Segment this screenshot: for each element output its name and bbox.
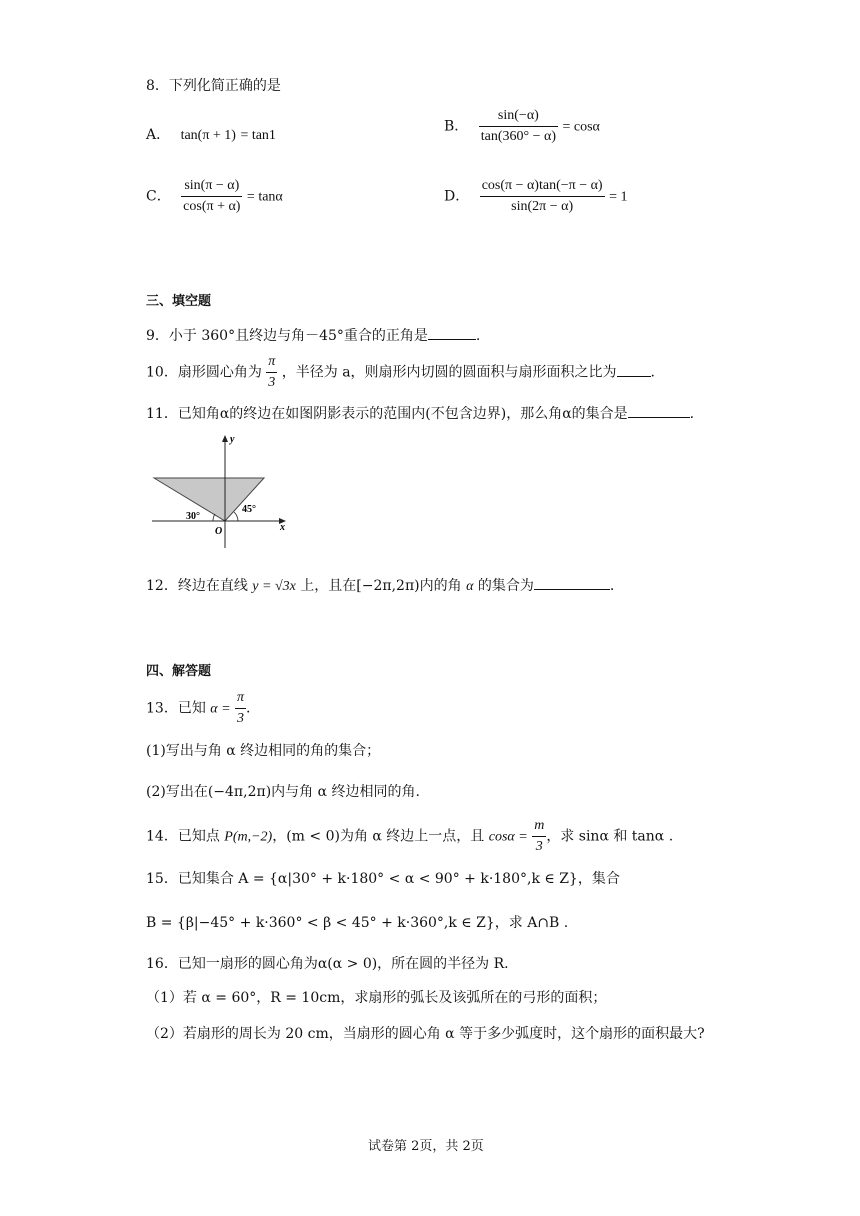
- question-8-stem: 8．下列化简正确的是: [146, 78, 281, 94]
- question-9-text: 9．小于 360°且终边与角－45°重合的正角是: [146, 328, 428, 344]
- question-12-tail: .: [609, 578, 615, 594]
- angle-region-figure: [146, 430, 296, 552]
- question-16-part-1: （1）若 α = 60°，R = 10cm，求扇形的弧长及该弧所在的弓形的面积；: [146, 990, 607, 1006]
- question-12-alpha: α: [466, 579, 474, 594]
- question-13-fraction: [235, 690, 246, 727]
- option-d-label: D．: [444, 188, 470, 205]
- question-11-text: 11．已知角α的终边在如图阴影表示的范围内(不包含边界)，那么角α的集合是: [146, 406, 628, 422]
- option-d-fraction: [480, 178, 605, 215]
- option-b-denominator: tan(360° − α): [480, 129, 557, 144]
- option-d: [444, 178, 627, 215]
- question-15-line-1: 15．已知集合 A = {α|30° + k·180° < α < 90° + k·180°,k ∈ Z}，集合: [146, 871, 620, 887]
- option-c-fraction: [181, 178, 242, 215]
- answer-blank[interactable]: [428, 327, 476, 340]
- angle-label-45: 45°: [242, 504, 256, 515]
- origin-label: O: [215, 526, 223, 537]
- answer-blank[interactable]: [534, 577, 610, 590]
- y-axis-arrow-icon: [222, 435, 228, 442]
- question-13-denominator: 3: [237, 711, 245, 726]
- angle-label-30: 30°: [186, 511, 200, 522]
- option-c-label: C．: [146, 188, 171, 205]
- answer-blank[interactable]: [617, 364, 651, 377]
- question-13: [146, 690, 251, 727]
- section-heading-fill-in: 三、填空题: [146, 294, 212, 309]
- y-axis-label: y: [230, 434, 235, 445]
- option-c-denominator: cos(π + α): [183, 199, 241, 214]
- option-a: [146, 124, 276, 144]
- option-b-numerator: sin(−α): [479, 108, 558, 127]
- question-14-post: ，求 sinα 和 tanα .: [546, 828, 674, 845]
- option-d-rhs: = 1: [609, 189, 628, 205]
- question-12: [146, 575, 614, 595]
- question-14-pre: 14．已知点: [146, 828, 220, 845]
- section-heading-solutions: 四、解答题: [146, 664, 212, 679]
- question-14-fraction: [532, 818, 546, 855]
- option-d-denominator: sin(2π − α): [511, 199, 574, 214]
- question-10-tail: .: [650, 364, 655, 381]
- option-c: [146, 178, 283, 215]
- option-a-lhs: tan(π + 1): [180, 128, 236, 143]
- question-10-denominator: 3: [268, 375, 276, 390]
- question-10-numerator: π: [266, 354, 277, 373]
- question-14-point: P(m,−2): [224, 829, 273, 845]
- question-14-condition: ，(m < 0)为角 α 终边上一点，且: [272, 828, 485, 845]
- option-a-rhs: = tan1: [240, 128, 276, 143]
- question-11: [146, 403, 694, 423]
- question-10: [146, 354, 655, 391]
- angle-arc-left: [213, 514, 215, 521]
- question-12-post: 的集合为: [477, 578, 534, 594]
- option-b-rhs: = cosα: [562, 119, 600, 135]
- question-13-pre: 13．已知: [146, 700, 206, 717]
- option-c-rhs: = tanα: [246, 189, 283, 205]
- question-16-stem: 16．已知一扇形的圆心角为α(α > 0)，所在圆的半径为 R.: [146, 956, 509, 972]
- option-b-fraction: [479, 108, 558, 145]
- question-12-mid: 上，且在[−2π,2π)内的角: [300, 578, 462, 594]
- page-footer: 试卷第 2页，共 2页: [368, 1139, 484, 1154]
- question-10-pre: 10．扇形圆心角为: [146, 364, 262, 381]
- question-10-fraction: [266, 354, 277, 391]
- question-10-post: ，半径为 a，则扇形内切圆的圆面积与扇形面积之比为: [281, 364, 617, 381]
- question-13-eq: α =: [210, 701, 231, 717]
- option-b-label: B．: [444, 118, 469, 135]
- angle-arc-right: [234, 512, 238, 521]
- question-9-tail: .: [475, 328, 481, 344]
- question-14-cos: cosα =: [488, 829, 528, 845]
- question-13-post: .: [246, 700, 251, 717]
- question-13-part-1: (1)写出与角 α 终边相同的角的集合；: [146, 743, 381, 759]
- question-14: [146, 818, 673, 855]
- option-d-numerator: cos(π − α)tan(−π − α): [480, 178, 605, 197]
- question-15-line-2: B = {β|−45° + k·360° < β < 45° + k·360°,k ∈ Z}，求 A∩B .: [146, 915, 569, 931]
- question-13-part-2: (2)写出在(−4π,2π)内与角 α 终边相同的角.: [146, 784, 420, 800]
- option-c-numerator: sin(π − α): [181, 178, 242, 197]
- option-a-label: A．: [146, 127, 171, 143]
- question-13-numerator: π: [235, 690, 246, 709]
- option-b: [444, 108, 600, 145]
- x-axis-label: x: [280, 522, 285, 533]
- question-14-numerator: m: [532, 818, 546, 837]
- question-9: [146, 325, 480, 345]
- question-16-part-2: （2）若扇形的周长为 20 cm，当扇形的圆心角 α 等于多少弧度时，这个扇形的面积最大?: [146, 1026, 705, 1042]
- question-11-tail: .: [689, 406, 695, 422]
- question-14-denominator: 3: [535, 839, 543, 854]
- question-12-equation: y = √3x: [252, 579, 296, 594]
- question-12-pre: 12．终边在直线: [146, 578, 248, 594]
- answer-blank[interactable]: [628, 405, 690, 418]
